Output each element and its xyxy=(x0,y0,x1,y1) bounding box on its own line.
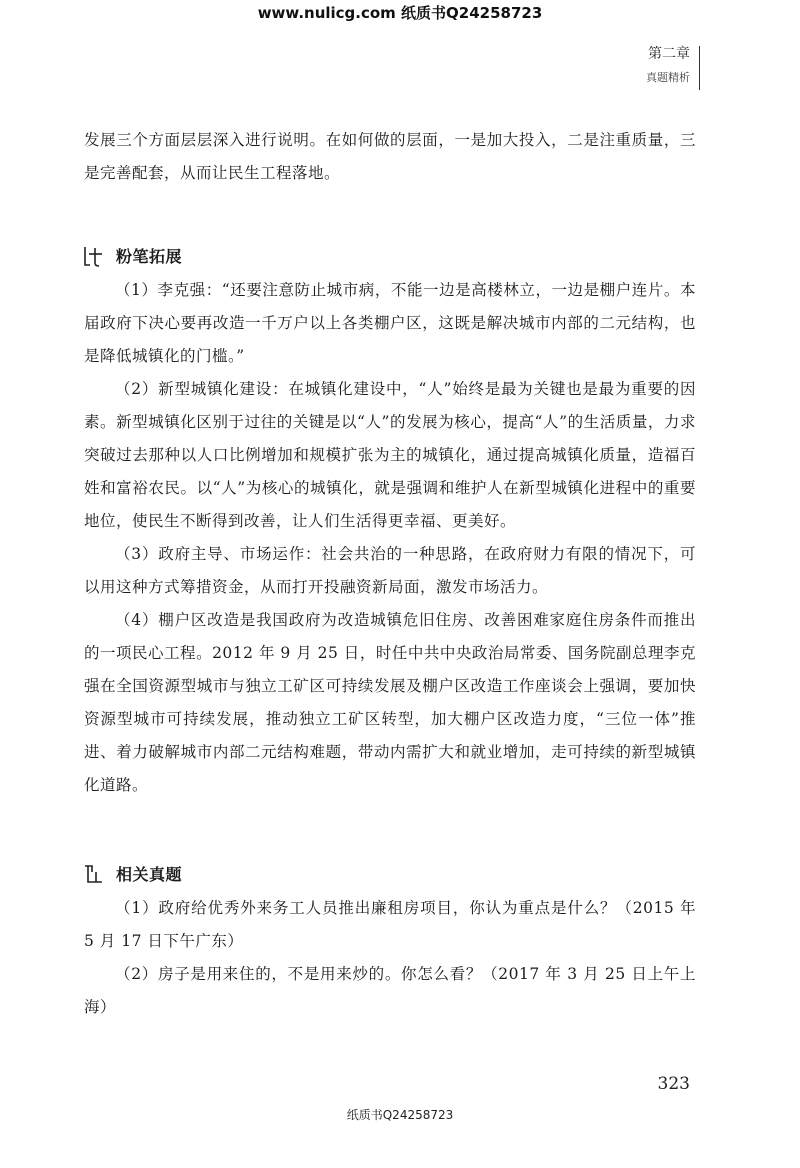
chapter-subtitle: 真题精析 xyxy=(646,71,690,84)
section-title-related: 相关真题 xyxy=(116,864,183,884)
extension-paragraph-3: （3）政府主导、市场运作：社会共治的一种思路，在政府财力有限的情况下，可以用这种方式筹措资金，从而打开投融资新局面，激发市场活力。 xyxy=(84,545,696,596)
section-title-extension: 粉笔拓展 xyxy=(116,246,183,266)
extension-paragraph-2: （2）新型城镇化建设：在城镇化建设中，“人”始终是最为关键也是最为重要的因素。新型城镇化区别于过往的关键是以“人”的发展为核心，提高“人”的生活质量，力求突破过去那种以人口比例增加和规模扩张为主的城镇化，通过提高城镇化质量，造福百姓和富裕农民。以“人”为核心的城镇化，就是强调和维护人在新型城镇化进程中的重要地位，使民生不断得到改善，让人们生活得更幸福、更美好。 xyxy=(84,380,696,530)
running-head-divider xyxy=(699,46,700,90)
page-number: 323 xyxy=(657,1074,690,1094)
bracket-icon xyxy=(80,860,108,888)
related-question-1: （1）政府给优秀外来务工人员推出廉租房项目，你认为重点是什么？（2015 年 5 月 17 日下午广东） xyxy=(84,899,696,950)
page-body xyxy=(84,124,696,1024)
running-head xyxy=(646,44,690,86)
extension-paragraph-1: （1）李克强：“还要注意防止城市病，不能一边是高楼林立，一边是棚户连片。本届政府下决心要再改造一千万户以上各类棚户区，这既是解决城市内部的二元结构，也是降低城镇化的门槛。” xyxy=(84,281,696,365)
intro-paragraph: 发展三个方面层层深入进行说明。在如何做的层面，一是加大投入，二是注重质量，三是完善配套，从而让民生工程落地。 xyxy=(84,131,696,182)
section-heading-extension xyxy=(80,238,696,274)
related-question-2: （2）房子是用来住的，不是用来炒的。你怎么看？（2017 年 3 月 25 日上午上海） xyxy=(84,965,696,1016)
pen-icon xyxy=(80,242,108,270)
section-heading-related xyxy=(80,856,696,892)
extension-paragraph-4: （4）棚户区改造是我国政府为改造城镇危旧住房、改善困难家庭住房条件而推出的一项民心工程。2012 年 9 月 25 日，时任中共中央政治局常委、国务院副总理李克强在全国资源型城市与独立工矿区可持续发展及棚户区改造工作座谈会上强调，要加快资源型城市可持续发展，推动独立工矿区转型，加大棚户区改造力度，“三位一体”推进、着力破解城市内部二元结构难题，带动内需扩大和就业增加，走可持续的新型城镇化道路。 xyxy=(84,611,696,794)
chapter-label: 第二章 xyxy=(648,46,690,62)
top-watermark: www.nulicg.com 纸质书Q24258723 xyxy=(257,4,543,22)
bottom-watermark: 纸质书Q24258723 xyxy=(346,1108,454,1122)
